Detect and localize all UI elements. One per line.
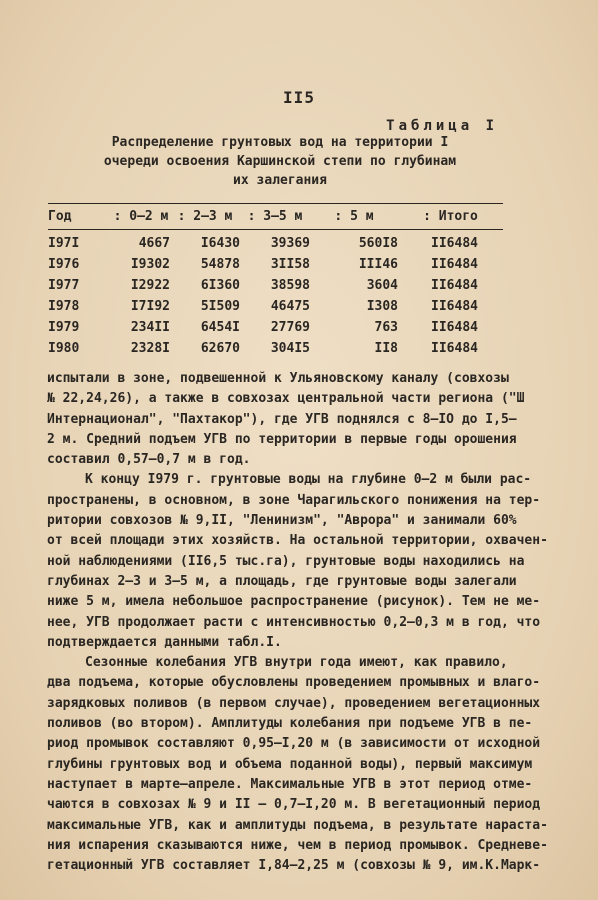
cell-3-5m: 3II58 [270,257,310,272]
text-line: гетационный УГВ составляет I,84–2,25 м (совхозы № 9, им.К.Марк- [47,858,541,874]
text-line: ниже 5 м, имела небольшое распространение (рисунок). Тем не ме- [47,594,541,610]
cell-0-2m: I7I92 [130,299,170,314]
cell-3-5m: 39369 [270,236,310,251]
header-0-2m: : 0–2 м [113,209,169,224]
body-text [47,369,548,876]
text-line: поливов (во втором). Амплитуды колебания при подъеме УГВ в пе- [47,716,533,732]
cell-5m: 763 [374,320,398,335]
cell-0-2m: 234II [130,320,170,335]
header-2-3m: : 2–3 м [177,209,233,224]
caption-line: очереди освоения Каршинской степи по глубинам [103,154,457,169]
cell-5m: 3604 [366,278,398,293]
table-row [48,254,503,275]
cell-5m: II8 [374,341,398,356]
cell-year: I976 [48,257,80,272]
header-year: Год [48,209,72,224]
cell-year: I979 [48,320,80,335]
table-caption [100,133,460,190]
text-line: Сезонные колебания УГВ внутри года имеют, как правило, [85,655,508,671]
cell-total: II6484 [431,278,478,293]
cell-0-2m: 2328I [130,341,170,356]
text-line: ной наблюдениями (II6,5 тыс.га), грунтовые воды находились на [47,553,525,569]
text-line: чаются в совхозах № 9 и II – 0,7–I,20 м. В вегетационный период [47,797,541,813]
text-line: риод промывок составляют 0,95–I,20 м (в зависимости от исходной [47,736,541,752]
text-line: ния испарения сказываются ниже, чем в период промывок. Средневе- [47,837,548,853]
cell-5m: I308 [366,299,398,314]
text-line: от всей площади этих хозяйств. На остальной территории, охвачен- [47,533,548,549]
cell-total: II6484 [431,257,478,272]
cell-3-5m: 38598 [270,278,310,293]
cell-total: II6484 [431,320,478,335]
header-5m: : 5 м [334,209,374,224]
cell-total: II6484 [431,299,478,314]
cell-year: I978 [48,299,80,314]
cell-total: II6484 [431,341,478,356]
cell-3-5m: 27769 [270,320,310,335]
text-line: ритории совхозов № 9,II, "Ленинизм", "Аврора" и занимали 60% [47,513,517,529]
text-line: нее, УГВ продолжает расти с интенсивностью 0,2–0,3 м в год, что [47,614,541,630]
caption-line: Распределение грунтовых вод на территории I [111,135,449,150]
cell-0-2m: I9302 [130,257,170,272]
header-3-5m: : 3–5 м [247,209,303,224]
page-number: II5 [283,88,315,107]
cell-5m: III46 [358,257,398,272]
text-line: К концу I979 г. грунтовые воды на глубине 0–2 м были рас- [85,472,532,488]
cell-2-3m: 6I360 [200,278,240,293]
text-line: зарядковых поливов (в первом случае), проведением вегетационных [47,695,541,711]
text-line: Интернационал", "Пахтакор"), где УГВ поднялся с 8–IO до I,5– [47,411,517,427]
text-line: два подъема, которые обусловлены проведением промывных и влаго- [47,675,541,691]
cell-year: I97I [48,236,80,251]
table-row [48,227,503,254]
table-top-rule [48,203,503,204]
cell-3-5m: 46475 [270,299,310,314]
text-line: 2 м. Средний подъем УГВ по территории в первые годы орошения [47,431,517,447]
text-line: составил 0,57–0,7 м в год. [47,452,251,468]
header-total: : Итого [423,209,478,224]
cell-3-5m: 304I5 [270,341,310,356]
table-label: Таблица I [386,118,498,134]
cell-2-3m: 5I509 [200,299,240,314]
groundwater-table [48,206,503,359]
cell-0-2m: I2922 [130,278,170,293]
text-line: глубины грунтовых вод и объема поданной воды), первый максимум [47,756,533,772]
cell-2-3m: 54878 [200,257,240,272]
text-line: № 22,24,26), а также в совхозах центральной части региона ("Ш [47,391,525,407]
cell-0-2m: 4667 [138,236,170,251]
table-header-row [48,206,503,227]
cell-5m: 560I8 [358,236,398,251]
table-row [48,275,503,296]
text-line: испытали в зоне, подвешенной к Ульяновскому каналу (совхозы [47,371,509,386]
cell-2-3m: 6454I [200,320,240,335]
cell-2-3m: 62670 [200,341,240,356]
cell-year: I980 [48,341,80,356]
text-line: глубинах 2–3 и 3–5 м, а площадь, где грунтовые воды залегали [47,573,517,589]
cell-year: I977 [48,278,80,293]
text-line: максимальные УГВ, как и амплитуды подъема, в результате нараста- [47,817,548,833]
cell-total: II6484 [431,236,478,251]
text-line: подтверждается данными табл.I. [47,634,282,650]
cell-2-3m: I6430 [200,236,240,251]
table-row [48,338,503,359]
table-row [48,317,503,338]
table-row [48,296,503,317]
caption-line: их залегания [233,173,327,188]
text-line: наступает в марте–апреле. Максимальные УГВ в этот период отме- [47,776,533,792]
text-line: пространены, в основном, в зоне Чарагильского понижения на тер- [47,492,541,508]
